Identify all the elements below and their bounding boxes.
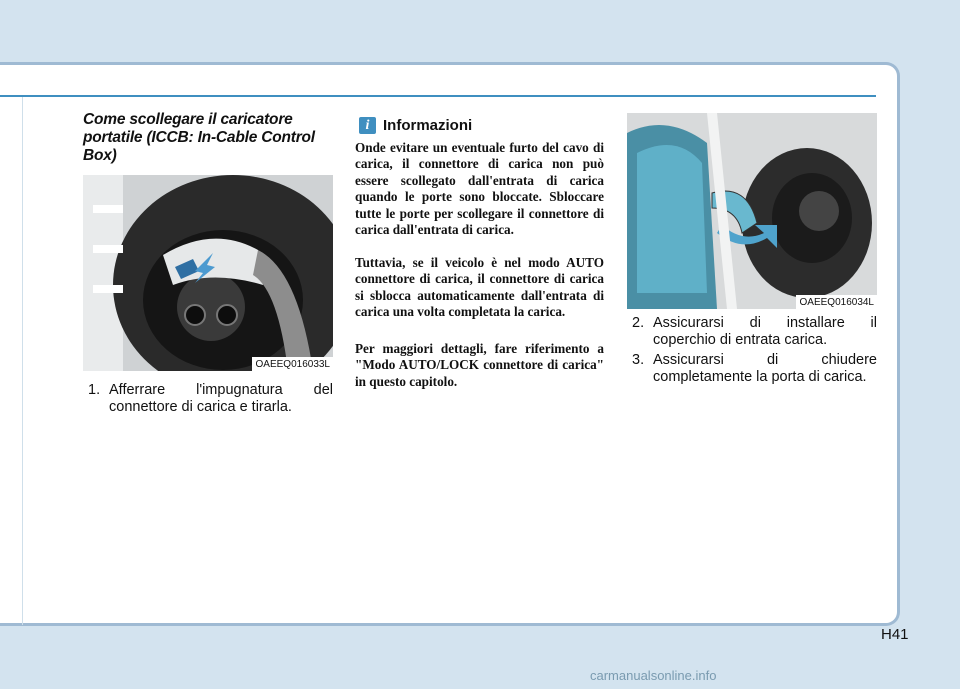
figure2-caption: OAEEQ016034L <box>796 295 878 309</box>
figure1-caption: OAEEQ016033L <box>252 357 334 371</box>
step-3 <box>632 352 877 386</box>
step-1-text: Afferrare l'impugnatura del connettore di carica e tirarla. <box>109 382 333 415</box>
step-3-number: 3. <box>632 352 645 368</box>
figure-charge-port-cover <box>627 113 877 309</box>
step-2-text: Assicurarsi di installare il coperchio di entrata carica. <box>653 315 877 348</box>
step-2 <box>632 315 877 349</box>
info-header <box>359 117 472 134</box>
step-2-number: 2. <box>632 315 645 331</box>
step-1 <box>88 382 333 416</box>
port-cover-photo <box>627 113 877 309</box>
watermark: carmanualsonline.info <box>590 668 717 683</box>
info-paragraph-2: Tuttavia, se il veicolo è nel modo AUTO connettore di carica, il connettore di carica si sblocca automaticamente dall'entrata di carica una volta completata la carica. <box>355 255 604 320</box>
info-paragraph-1: Onde evitare un eventuale furto del cavo di carica, il connettore di carica non può essere scollegato dall'entrata di carica quando le porte sono bloccate. Sbloccare tutte le porte per scollegare il connettore di carica dall'entrata di carica. <box>355 140 604 238</box>
page-number: H41 <box>881 626 909 643</box>
step-1-number: 1. <box>88 382 101 398</box>
info-paragraph-3: Per maggiori dettagli, fare riferimento a "Modo AUTO/LOCK connettore di carica" in questo capitolo. <box>355 341 604 389</box>
info-icon: i <box>359 117 376 134</box>
figure-unplug-connector <box>83 175 333 371</box>
margin-line <box>22 97 23 625</box>
section-title: Come scollegare il caricatore portatile (ICCB: In-Cable Control Box) <box>83 111 315 164</box>
header-rule <box>0 95 876 97</box>
step-3-text: Assicurarsi di chiudere completamente la porta di carica. <box>653 352 877 385</box>
connector-photo <box>83 175 333 371</box>
info-title: Informazioni <box>383 117 473 134</box>
